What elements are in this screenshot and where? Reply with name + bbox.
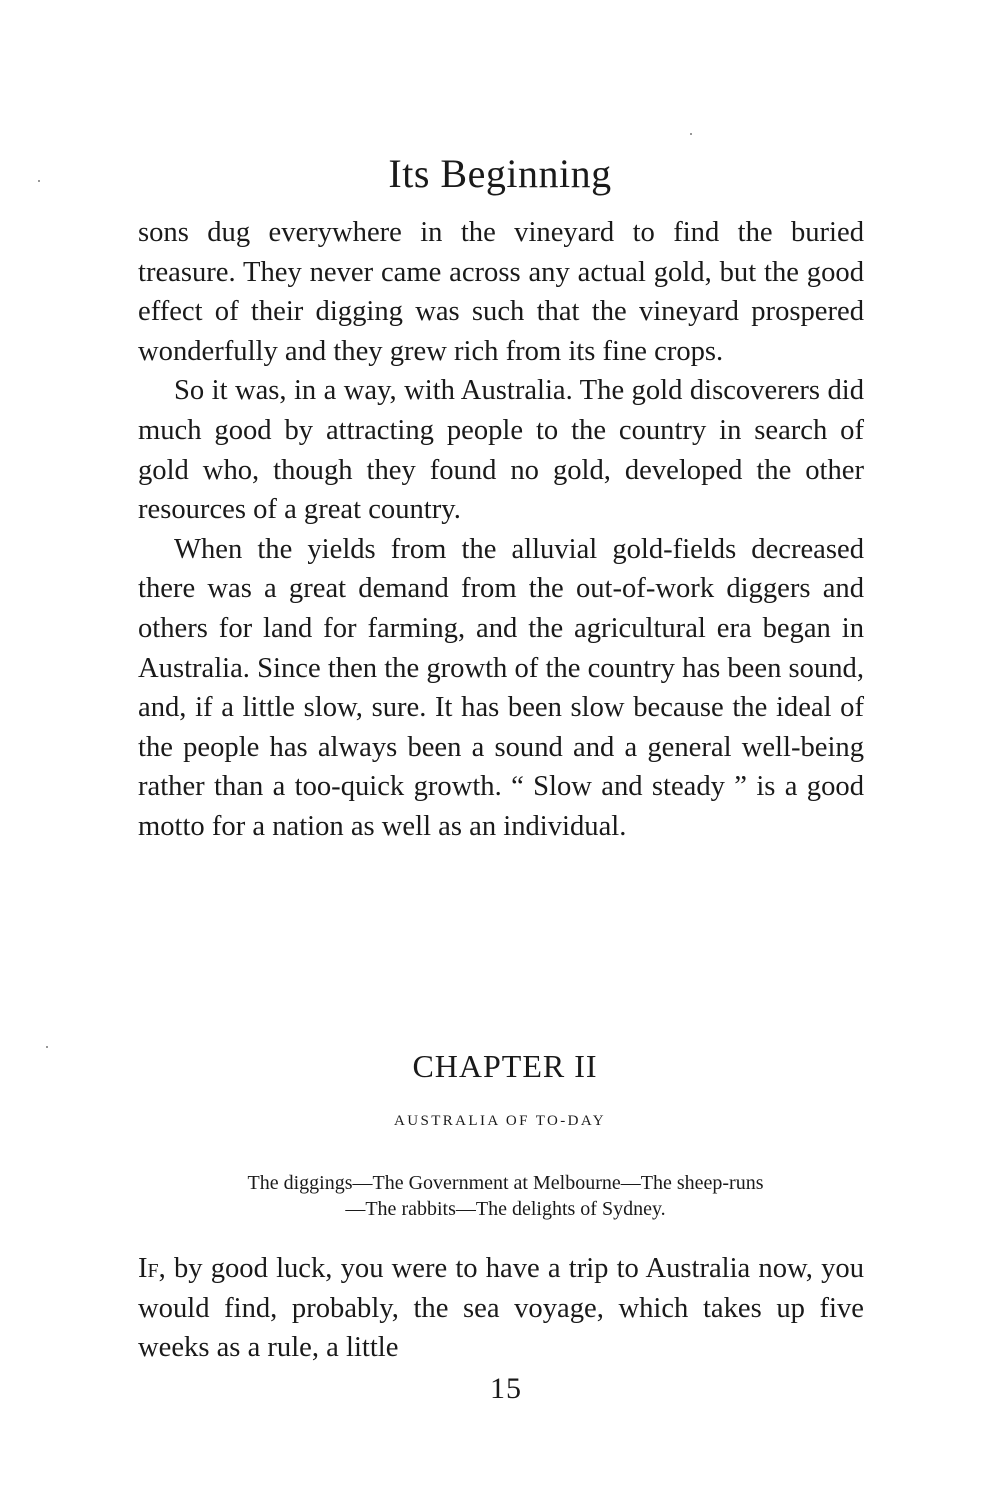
scan-speck bbox=[46, 1046, 48, 1048]
chapter-subtitle: AUSTRALIA OF TO-DAY bbox=[393, 1113, 606, 1129]
chapter-title: CHAPTER II bbox=[412, 1048, 598, 1084]
paragraph-2: So it was, in a way, with Australia. The gold discoverers did much good by attracting people to the country in search of gold who, though they found no gold, developed the other resources of a great country. bbox=[138, 375, 864, 526]
chapter-opening-paragraph bbox=[138, 1249, 864, 1368]
page-number: 15 bbox=[490, 1372, 522, 1405]
synopsis-line-2: —The rabbits—The delights of Sydney. bbox=[345, 1198, 666, 1220]
running-head: Its Beginning bbox=[388, 151, 612, 196]
synopsis-line-1: The diggings—The Government at Melbourne—The sheep-runs bbox=[247, 1172, 764, 1194]
scan-speck bbox=[690, 133, 692, 135]
body-text bbox=[138, 213, 864, 847]
paragraph-3: When the yields from the alluvial gold-fields decreased there was a great demand from the out-of-work diggers and others for land for farming, and the agricultural era began in Australia. Since then the growth of the country has been sound, and, if a little slow, sure. It has been slow because the ideal of the people has always been a sound and a general well-being rather than a too-quick growth. “ Slow and steady ” is a good motto for a nation as well as an individual. bbox=[138, 533, 864, 842]
scan-speck bbox=[38, 180, 40, 182]
paragraph-1: sons dug everywhere in the vineyard to find the buried treasure. They never came across any actual gold, but the good effect of their digging was such that the vineyard prospered wonderfully and they grew rich from its fine crops. bbox=[138, 217, 864, 367]
chapter-synopsis bbox=[138, 1170, 873, 1222]
opening-text: , by good luck, you were to have a trip to Australia now, you would find, probably, the sea voyage, which takes up five weeks as a rule, a little bbox=[138, 1253, 864, 1364]
opening-lead-word: If bbox=[138, 1253, 159, 1284]
